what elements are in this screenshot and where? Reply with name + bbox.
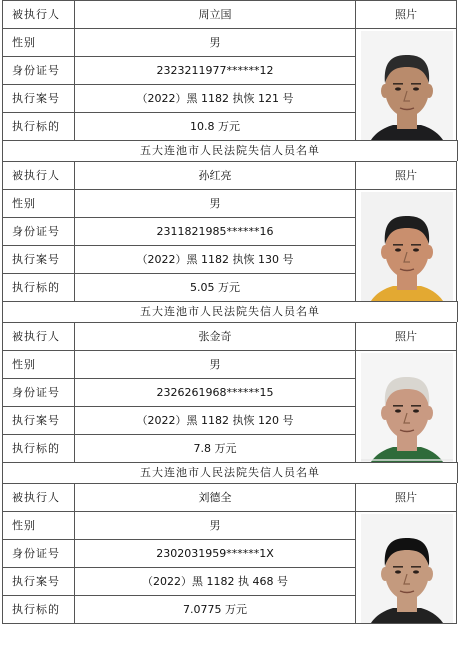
enforcement-amount-label: 执行标的	[2, 595, 74, 623]
gender-value: 男	[74, 189, 355, 217]
photo-header: 照片	[355, 483, 457, 511]
photo-cell	[355, 511, 457, 623]
defendant-name-value: 刘德全	[74, 483, 355, 511]
case-number-label: 执行案号	[2, 567, 74, 595]
defendant-name-label: 被执行人	[2, 0, 74, 28]
defendant-name-label: 被执行人	[2, 322, 74, 350]
defendant-name-row	[2, 483, 457, 511]
gender-label: 性别	[2, 350, 74, 378]
defendant-name-value: 周立国	[74, 0, 355, 28]
id-number-value: 2326261968******15	[74, 378, 355, 406]
record-section-3	[2, 301, 457, 462]
id-number-label: 身份证号	[2, 539, 74, 567]
enforcement-amount-value: 7.0775 万元	[74, 595, 355, 623]
photo-cell	[355, 28, 457, 140]
gender-value: 男	[74, 350, 355, 378]
record-section-2	[2, 140, 457, 301]
defendant-name-row	[2, 161, 457, 189]
enforcement-amount-value: 7.8 万元	[74, 434, 355, 462]
enforcement-amount-label: 执行标的	[2, 112, 74, 140]
photo-cell	[355, 189, 457, 301]
gender-value: 男	[74, 511, 355, 539]
defendant-name-label: 被执行人	[2, 161, 74, 189]
gender-label: 性别	[2, 28, 74, 56]
enforcement-amount-label: 执行标的	[2, 434, 74, 462]
defendant-name-row	[2, 322, 457, 350]
portrait-photo	[361, 353, 453, 462]
id-number-label: 身份证号	[2, 217, 74, 245]
gender-value: 男	[74, 28, 355, 56]
gender-label: 性别	[2, 189, 74, 217]
id-number-label: 身份证号	[2, 56, 74, 84]
portrait-photo	[361, 514, 453, 623]
record-section-4	[2, 462, 457, 623]
section-title: 五大连池市人民法院失信人员名单	[2, 462, 458, 483]
id-number-value: 2323211977******12	[74, 56, 355, 84]
portrait-photo	[361, 192, 453, 301]
photo-header: 照片	[355, 0, 457, 28]
case-number-value: （2022）黑 1182 执恢 120 号	[74, 406, 355, 434]
defendant-name-value: 孙红亮	[74, 161, 355, 189]
case-number-value: （2022）黑 1182 执恢 130 号	[74, 245, 355, 273]
case-number-value: （2022）黑 1182 执恢 121 号	[74, 84, 355, 112]
id-number-label: 身份证号	[2, 378, 74, 406]
section-title: 五大连池市人民法院失信人员名单	[2, 301, 458, 322]
photo-header: 照片	[355, 161, 457, 189]
section-title: 五大连池市人民法院失信人员名单	[2, 140, 458, 161]
enforcement-amount-label: 执行标的	[2, 273, 74, 301]
case-number-label: 执行案号	[2, 406, 74, 434]
record-section-1	[2, 0, 457, 140]
portrait-photo	[361, 31, 453, 140]
table-bottom-border	[2, 623, 457, 624]
enforcement-amount-value: 5.05 万元	[74, 273, 355, 301]
case-number-label: 执行案号	[2, 245, 74, 273]
enforcement-amount-value: 10.8 万元	[74, 112, 355, 140]
judgment-defaulter-list	[2, 0, 457, 624]
id-number-value: 2302031959******1X	[74, 539, 355, 567]
case-number-value: （2022）黑 1182 执 468 号	[74, 567, 355, 595]
defendant-name-row	[2, 0, 457, 28]
case-number-label: 执行案号	[2, 84, 74, 112]
photo-header: 照片	[355, 322, 457, 350]
defendant-name-value: 张金奇	[74, 322, 355, 350]
defendant-name-label: 被执行人	[2, 483, 74, 511]
id-number-value: 2311821985******16	[74, 217, 355, 245]
photo-cell	[355, 350, 457, 462]
gender-label: 性别	[2, 511, 74, 539]
